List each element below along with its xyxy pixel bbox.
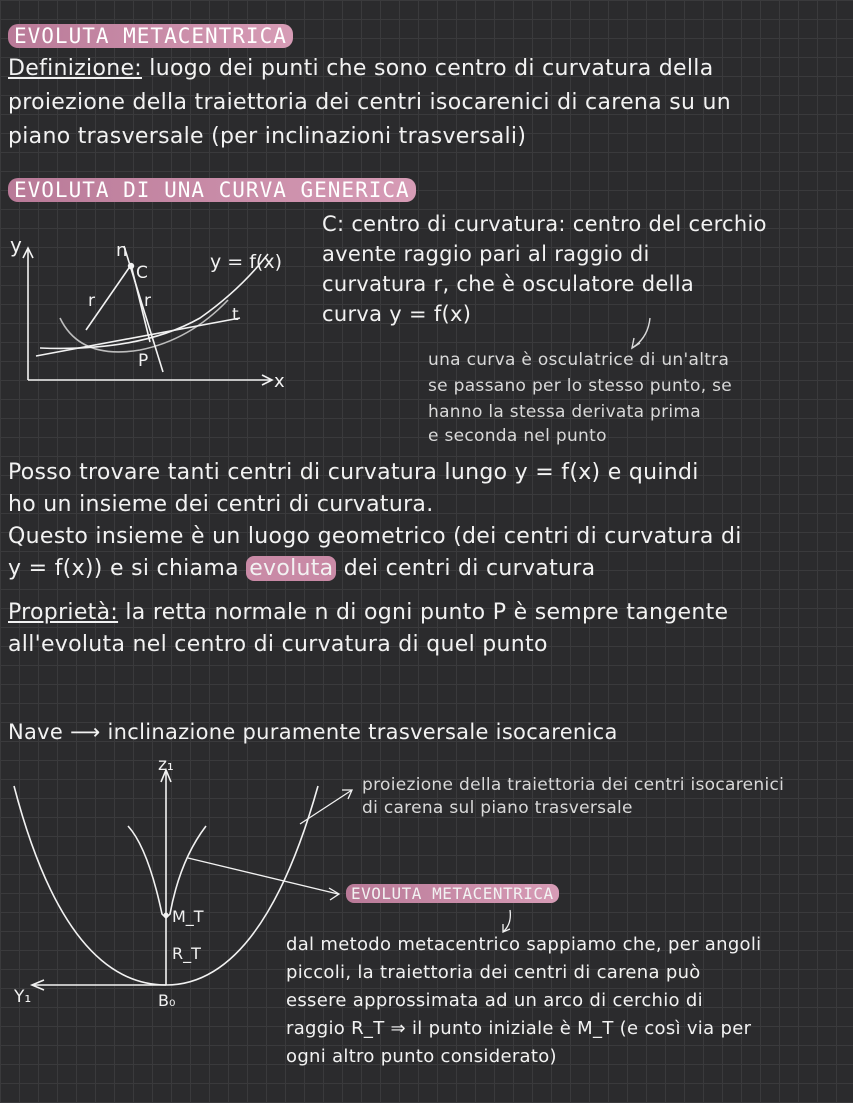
- radius-left-label: r: [88, 291, 95, 311]
- x-axis-label: x: [274, 371, 285, 392]
- section-title-evoluta-curva-generica: EVOLUTA DI UNA CURVA GENERICA: [8, 178, 416, 202]
- center-point-c: [129, 264, 134, 269]
- paragraph-line-3: Questo insieme è un luogo geometrico (dei centri di curvatura di: [8, 524, 742, 549]
- definition-line-3: piano trasversale (per inclinazioni trasversali): [8, 124, 527, 149]
- property-text-1: la retta normale n di ogni punto P è sempre tangente: [125, 600, 729, 625]
- property-line-2: all'evoluta nel centro di curvatura di quel punto: [8, 632, 548, 657]
- paragraph-line-1: Posso trovare tanti centri di curvatura lungo y = f(x) e quindi: [8, 460, 699, 485]
- metacenter-point: [164, 913, 169, 918]
- note-arrowhead: [632, 338, 640, 348]
- property-label: Proprietà:: [8, 600, 119, 625]
- note-arrow: [632, 318, 650, 348]
- method-line-5: ogni altro punto considerato): [286, 1046, 557, 1067]
- z-axis-label: z₁: [158, 755, 174, 775]
- evoluta-highlight: evoluta: [246, 556, 336, 581]
- tangent-label: t: [232, 305, 239, 325]
- method-line-2: piccoli, la traiettoria dei centri di carena può: [286, 962, 701, 983]
- osculating-note-line-3: hanno la stessa derivata prima: [428, 402, 702, 422]
- method-line-3: essere approssimata ad un arco di cerchio di: [286, 990, 703, 1011]
- normal-label: n: [116, 240, 128, 261]
- projection-note-line-1: proiezione della traiettoria dei centri isocarenici: [362, 775, 785, 795]
- y1-axis-label: Y₁: [14, 987, 32, 1007]
- c-definition-line-4: curva y = f(x): [322, 302, 472, 326]
- paragraph-line-4: [8, 556, 595, 581]
- c-definition-line-2: avente raggio pari al raggio di: [322, 242, 650, 266]
- c-definition-line-3: curvatura r, che è osculatore della: [322, 272, 695, 296]
- y-axis-label: y: [10, 233, 22, 257]
- projection-arrow: [300, 790, 352, 824]
- projection-note-line-2: di carena sul piano trasversale: [362, 798, 633, 818]
- section-title-evoluta-metacentrica: EVOLUTA METACENTRICA: [8, 24, 293, 48]
- property-line-1: [8, 600, 728, 625]
- osculating-note-line-4: e seconda nel punto: [428, 426, 607, 446]
- ship-heading: Nave ⟶ inclinazione puramente trasversale isocarenica: [8, 720, 618, 744]
- osculating-note-line-1: una curva è osculatrice di un'altra: [428, 350, 730, 370]
- curve-label: y = f(x): [210, 251, 283, 273]
- definition-text-1: luogo dei punti che sono centro di curvatura della: [149, 56, 714, 81]
- paragraph-line-4-after: dei centri di curvatura: [343, 556, 596, 581]
- paragraph-line-4-before: y = f(x)) e si chiama: [8, 556, 239, 581]
- paragraph-line-2: ho un insieme dei centri di curvatura.: [8, 492, 434, 517]
- osculating-note-line-2: se passano per lo stesso punto, se: [428, 376, 733, 396]
- method-line-4: raggio R_T ⇒ il punto iniziale è M_T (e così via per: [286, 1018, 752, 1039]
- metacenter-label: M_T: [172, 907, 204, 926]
- evoluta-cusp: [128, 826, 206, 918]
- definition-line-2: proiezione della traiettoria dei centri isocarenici di carena su un: [8, 90, 732, 115]
- evoluta-arrow: [188, 858, 338, 894]
- radius-right-label: r: [144, 291, 151, 311]
- b0-label: B₀: [158, 991, 176, 1010]
- definition-label: Definizione:: [8, 56, 142, 81]
- c-definition-line-1: C: centro di curvatura: centro del cerchio: [322, 212, 767, 236]
- method-line-1: dal metodo metacentrico sappiamo che, per angoli: [286, 934, 762, 955]
- radius-rt-label: R_T: [172, 944, 201, 963]
- evoluta-metacentrica-label: EVOLUTA METACENTRICA: [346, 884, 559, 903]
- point-p-label: P: [138, 351, 149, 371]
- center-label: C: [136, 263, 148, 283]
